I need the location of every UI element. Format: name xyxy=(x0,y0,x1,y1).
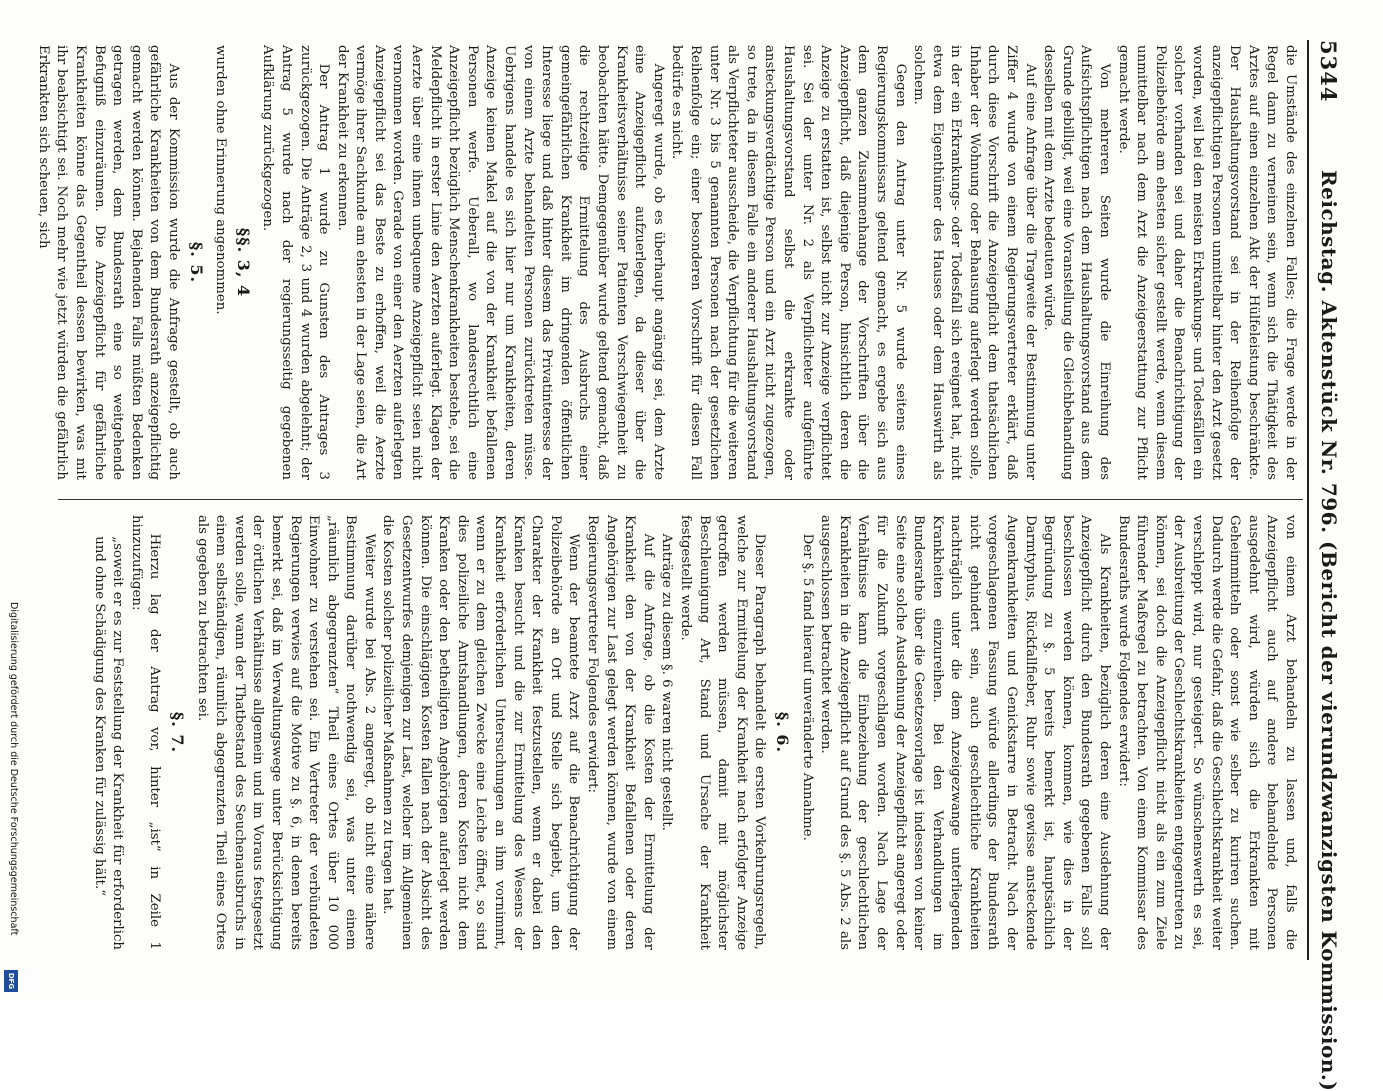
paragraph: die Umstände des einzelnen Falles; die Frage werde in der Regel dann zu verneinen sein, wenn sich die Thätigkeit des Arztes auf einen einzelnen Akt der Hülfeleistung beschränkte. Der Haushaltungsvorstand sei in der Reihenfolge der anzeigepflichtigen Personen unmittelbar hinter den Arzt gesetzt worden, weil bei den meisten Erkrankungs- und Todesfällen ein solcher vorhanden sei und daher die Benachrichtigung der Polizeibehörde am ehesten sicher gestellt werde, wenn diesem unmittelbar nach dem Arzt die Anzeigeerstattung zur Pflicht gemacht werde. xyxy=(1115,45,1298,480)
page-header xyxy=(1307,40,1343,1091)
column-divider xyxy=(58,499,1303,500)
paragraph: Auf die Anfrage, ob die Kosten der Ermittelung der Krankheit den von der Krankheit Befallenen oder deren Angehörigen zur Last gelegt werden können, wurde von einem Regierungsvertreter Folgendes erwidert: xyxy=(585,515,656,950)
paragraph: Gegen den Antrag unter Nr. 5 wurde seitens eines Regierungskommissars geltend gemacht, es ergebe sich aus dem ganzen Zusammenhange der Vorschriften über die Anzeigepflicht, daß diejenige Person, hinsichtlich deren die Anzeige zu erstatten ist, selbst nicht zur Anzeige verpflichtet sei. Sei der unter Nr. 2 als Verpflichteter aufgeführte Haushaltungsvorstand selbst die erkrankte oder ansteckungsverdächtige Person und ein Arzt nicht zugezogen, so trete, da in diesem Falle ein anderer Haushaltungsvorstand als Verpflichteter ausscheide, die Verpflichtung für die weiteren unter Nr. 3 bis 5 genannten Personen nach der gesetzlichen Reihenfolge ein; einer besonderen Vorschrift für diesen Fall bedürfe es nicht. xyxy=(669,45,908,480)
paragraph: Hierzu lag der Antrag vor, hinter „ist“ in Zeile 1 hinzuzufügen: xyxy=(128,515,163,950)
dfg-logo-text: DFG xyxy=(7,972,15,990)
dfg-logo-icon xyxy=(4,970,18,992)
quoted-amendment: „soweit er es zur Feststellung der Krankheit für erforderlich und ohne Schädigung des Kranken für zulässig hält.“ xyxy=(91,536,126,950)
paragraph: von einem Arzt behandeln zu lassen und, falls die Anzeigepflicht auch auf andere behandelnde Personen ausgedehnt wird, würden sich die Erkrankten mit Geheimmitteln oder sonst wie selber zu kuriren suchen. Dadurch werde die Gefahr, daß die Geschlechtskrankheit weiter verschleppt wird, nur gesteigert. So wünschenswerth es sei, der Ausbreitung der Geschlechtskrankheiten entgegentreten zu können, sei doch die Anzeigepflicht nicht als ein zum Ziele führender Maßregel zu betrachten. Von einem Kommissar des Bundesraths wurde Folgendes erwidert: xyxy=(1115,515,1298,950)
digitization-note: Digitalisierung gefördert durch die Deutsche Forschungsgemeinschaft xyxy=(8,602,19,936)
section-heading: §. 7. xyxy=(167,711,187,754)
paragraph: Auf eine Anfrage über die Tragweite der Bestimmung unter Ziffer 4 wurde von einem Regierungsvertreter erklärt, daß durch diese Vorschrift die Anzeigepflicht dem thatsächlichen Inhaber der Wohnung oder Behausung auferlegt werden solle, in der ein Erkrankungs- oder Todesfall sich ereignet hat, nicht etwa dem Eigenthümer des Hauses oder dem Hauswirth als solchem. xyxy=(911,45,1038,480)
paragraph: Angeregt wurde, ob es überhaupt angängig sei, dem Arzte eine Anzeigepflicht aufzuerlegen, da dieser über die Krankheitsverhältnisse seiner Patienten Verschwiegenheit zu beobachten hätte. Demgegenüber wurde geltend gemacht, daß die rechtzeitige Ermittelung des Ausbruchs einer gemeingefährlichen Krankheit im dringenden öffentlichen Interesse liege und daß hinter diesem das Privatinteresse der von einem Arzte behandelten Personen zurücktreten müsse. Uebrigens handele es sich hier nur um Krankheiten, deren Anzeige keinen Makel auf die von der Krankheit befallenen Personen werfe. Ueberall, wo landesrechtlich eine Anzeigepflicht bezüglich Menschenkrankheiten bestehe, sei die Meldepflicht in erster Linie den Aerzten auferlegt. Klagen der Aerzte über eine ihnen unbequeme Anzeigepflicht seien nicht vernommen worden. Gerade von einer den Aerzten auferlegten Anzeigepflicht sei das Beste zu erhoffen, weil die Aerzte vermöge ihrer Sachkunde am ehesten in der Lage seien, die Art der Krankheit zu erkennen. xyxy=(334,45,666,480)
paragraph: Von mehreren Seiten wurde die Einreihung des Aufsichtspflichtigen nach dem Haushaltungsvorstand aus dem Grunde gebilligt, weil eine Voranstellung die Gleichbehandlung desselben mit dem Arzte bedeuten würde. xyxy=(1041,45,1113,480)
section-heading: §. 6. xyxy=(772,711,792,754)
section-heading: §. 5. xyxy=(186,241,206,284)
paragraph: Weiter wurde bei Abs. 2 angeregt, ob nicht eine nähere Bestimmung darüber nothwendig sei, was unter einem „räumlich abgegrenzten“ Theil eines Ortes über 10 000 Einwohner zu verstehen sei. Ein Vertreter der verbündeten Regierungen verwies auf die Motive zu §. 6, in denen bereits bemerkt sei, daß im Verwaltungswege unter Berücksichtigung der örtlichen Verhältnisse allgemein und im Voraus festgesetzt werden solle, wann der Thatbestand des Seuchenausbruchs in einem selbständigen, räumlich abgegrenzten Theil eines Ortes als gegeben zu betrachten sei. xyxy=(194,515,377,950)
left-column xyxy=(33,45,1299,480)
page-number: 5344 xyxy=(1316,40,1341,103)
running-title: Reichstag. Aktenstück Nr. 796. (Bericht der vierundzwanzigsten Kommission.) xyxy=(1317,170,1341,1091)
paragraph: Als Krankheiten, bezüglich deren eine Ausdehnung der Anzeigepflicht durch den Bundesrath gegebenen Falls soll beschlossen werden können, kommen, wie dies in der Begründung zu §. 5 bereits bemerkt ist, hauptsächlich Darmtyphus, Rückfallfieber, Ruhr sowie gewisse ansteckende Augenkrankheiten und Genickstarre in Betracht. Nach der vorgeschlagenen Fassung würde allerdings der Bundesrath nicht gehindert sein, auch geschlechtliche Krankheiten nachträglich unter die dem Anzeigezwange unterliegenden Krankheiten einzureihen. Bei den Verhandlungen im Bundesrathe über die Gesetzesvorlage ist indessen von keiner Seite eine solche Ausdehnung der Anzeigepflicht angeregt oder für die Zukunft vorgeschlagen worden. Nach Lage der Verhältnisse kann die Einbeziehung der geschlechtlichen Krankheiten in die Anzeigepflicht auf Grund des §. 5 Abs. 2 als ausgeschlossen betrachtet werden. xyxy=(818,515,1113,950)
right-column xyxy=(89,515,1299,950)
section-heading: §§. 3, 4 xyxy=(233,227,253,298)
paragraph: Dieser Paragraph behandelt die ersten Vorkehrungsregeln, welche zur Ermittelung der Krankheit nach erfolgter Anzeige getroffen werden müssen, damit mit möglichster Beschleunigung Art, Stand und Ursache der Krankheit festgestellt werde. xyxy=(678,515,768,950)
paragraph: Der Antrag 1 wurde zu Gunsten des Antrages 3 zurückgezogen. Die Anträge 2, 3 und 4 wurden abgelehnt; der Antrag 5 wurde nach der regierungsseitig gegebenen Aufklärung zurückgezogen. xyxy=(260,45,332,480)
paragraph: Wenn der beamtete Arzt auf die Benachrichtigung der Polizeibehörde an Ort und Stelle sich begiebt, um den Charakter der Krankheit festzustellen, wenn er dabei den Kranken besucht und die zur Ermittelung des Wesens der Krankheit erforderlichen Untersuchungen an ihm vornimmt, wenn er zu dem gleichen Zwecke eine Leiche öffnet, so sind dies polizeiliche Amtshandlungen, deren Kosten nicht dem Kranken oder den betheiligten Angehörigen auferlegt werden können. Die einschlägigen Kosten fallen nach der Absicht des Gesetzentwurfes demjenigen zur Last, welcher im Allgemeinen die Kosten solcher polizeilicher Maßnahmen zu tragen hat. xyxy=(380,515,582,950)
paragraph: Anträge zu diesem §. 6 waren nicht gestellt. xyxy=(659,533,675,831)
paragraph: Aus der Kommission wurde die Anfrage gestellt, ob auch gefährliche Krankheiten von dem Bundesrath anzeigepflichtig gemacht werden können. Bejahenden Falls müßten Bedenken getragen werden, dem Bundesrath eine so weitgehende Befugniß einzuräumen. Die Anzeigepflicht für gefährliche Krankheiten könne das Gegentheil dessen bewirken, was mit ihr beabsichtigt sei. Noch mehr wie jetzt würden die gefährlich Erkrankten sich scheuen, sich xyxy=(35,45,181,480)
paragraph: wurden ohne Erinnerung angenommen. xyxy=(213,45,229,315)
paragraph: Der §. 5 fand hierauf unveränderte Annahme. xyxy=(799,533,815,841)
